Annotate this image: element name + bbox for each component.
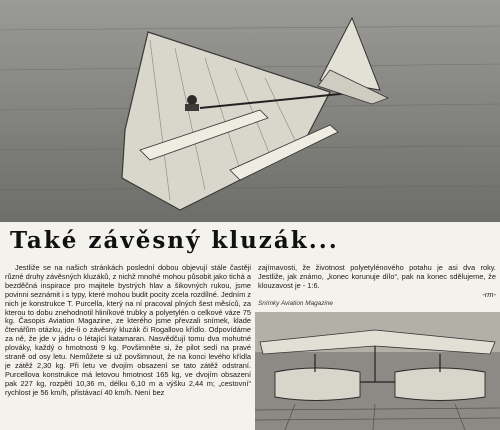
photo-credit: Snímky Aviation Magazine	[258, 300, 333, 307]
article-body-left-column	[5, 264, 251, 428]
article-paragraph-continued: zajímavosti, že životnost polyetylénového potahu je asi dva roky. Jestliže, jak známo, „konec korunuje dílo“, pak na konec sdělujeme, že klouzavost je - 1:6.	[258, 263, 496, 290]
pilot-body	[185, 104, 199, 111]
photo-hang-glider-ground	[255, 312, 500, 430]
float-left	[275, 368, 360, 401]
article-paragraph: Jestliže se na našich stránkách poslední dobou objevují stále častěji různé druhy závěsných kluzáků, z nichž mnohé mohou působit jako tichá a bezděčná inspirace pro majitele bystrých hlav a šikovných rukou, jsme povinni seznámit i s typy, které mohou budit pocity zcela rozdílné. Jedním z nich je konstrukce T. Purcella, který na ní pracoval plných šest měsíců, za kterou to dobu znehodnotil hliníkové trubky a polyetylén o celkové váze 75 kg. Časopis Aviation Magazine, ze kterého jsme převzali snímek, klade čtenářům otázku, jde-li o závěsný kluzák či Rogallovo křídlo. Odpovídáme za ně, že jde v jádru o létající katamaran. Nasvědčují tomu dva mohutné plováky, každý o hmotnosti 9 kg. Povšimněte si, že pilot sedí na pravé straně od osy letu. Nemůžete si už povšimnout, že na konci levého křídla je zátěž 2,30 kg. Při letu ve dvojím obsazení se tato zátěž odstraní. Purcellova konstrukce má letovou hmotnost 165 kg, ve dvojím obsazení pak 227 kg, rozpětí 10,36 m, délku 6,10 m a výšku 2,44 m; „cestovní“ rychlost je 56 km/h, přistávací 40 km/h. Není bez	[5, 264, 251, 397]
article-body-right-column	[258, 264, 496, 300]
article-headline: Také závěsný kluzák...	[10, 227, 339, 254]
float-right	[395, 368, 485, 401]
pilot-figure	[187, 95, 197, 105]
author-signature: -rm-	[482, 289, 496, 299]
